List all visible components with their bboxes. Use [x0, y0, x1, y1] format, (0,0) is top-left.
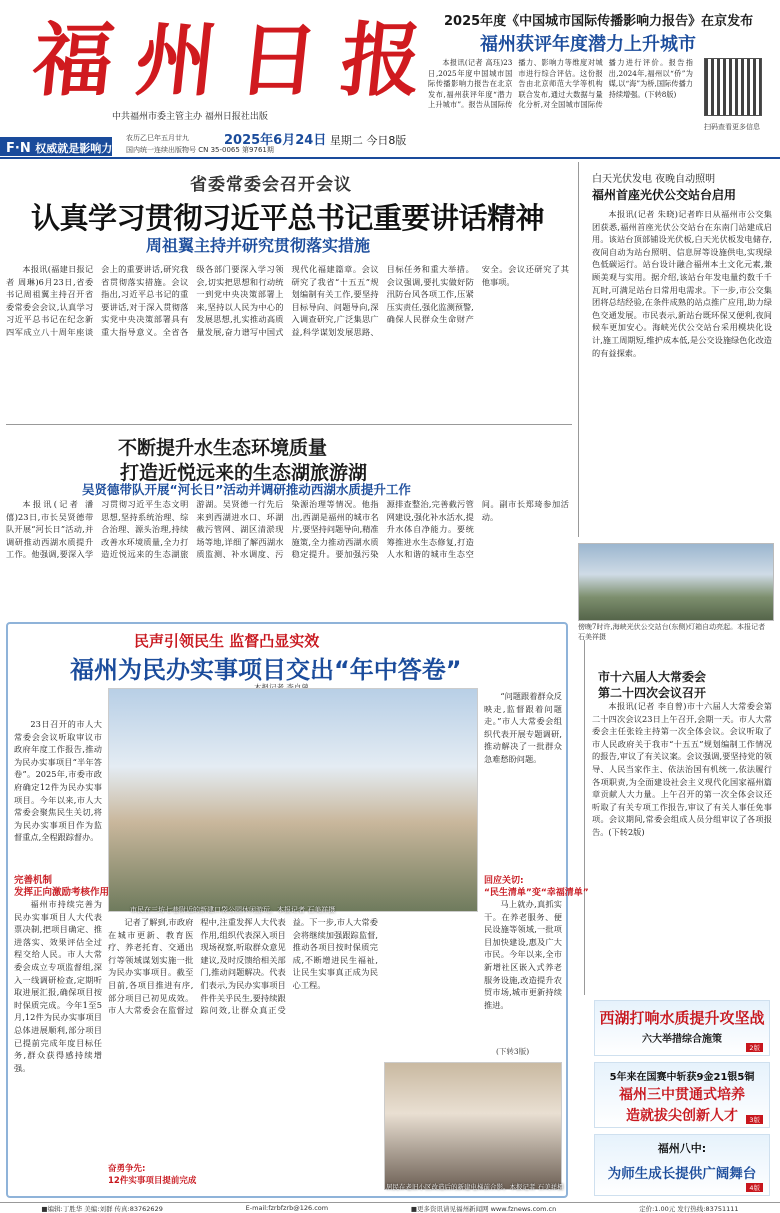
promo-headline: 为师生成长提供广阔舞台	[607, 1166, 757, 1182]
second-subheadline: 吴贤德带队开展“河长日”活动并调研推动西湖水质提升工作	[82, 482, 411, 497]
masthead-logo	[28, 8, 429, 107]
footer-price: 定价:1.00元 发行热线:83751111	[639, 1204, 739, 1213]
feature-mid-heading: 奋勇争先:	[108, 1164, 146, 1174]
footer-website[interactable]: ■更多资讯请见福州新闻网 www.fznews.com.cn	[410, 1204, 557, 1213]
promo-no8-school[interactable]	[594, 1134, 770, 1196]
promo-page-badge: 2版	[746, 1043, 763, 1052]
weekday-text: 星期二 今日8版	[329, 134, 407, 147]
story-divider	[6, 424, 572, 425]
sponsor-line: 中共福州市委主管主办 福州日报社出版	[112, 112, 268, 122]
promo-headline: 福州三中贯通式培养	[619, 1087, 745, 1103]
date-text: 2025年6月24日	[224, 133, 327, 148]
footer-bar	[0, 1202, 780, 1213]
bus-stop-photo-caption: 傍晚7时许,海峡光伏公交站台(东侧)灯箱自动亮起。本报记者 石美祥摄	[578, 623, 766, 641]
bus-stop-photo	[578, 543, 774, 621]
masthead-char: 日	[233, 12, 326, 107]
fn-logo-mark: F·N	[6, 141, 36, 156]
feature-right-heading: 回应关切:	[484, 876, 524, 886]
solar-headline[interactable]: 福州首座光伏公交站台启用	[592, 188, 737, 202]
slogan-text: 权威就是影响力	[35, 142, 113, 155]
lead-subheadline: 周祖翼主持并研究贯彻落实措施	[146, 236, 371, 255]
promo-pretitle: 福州八中:	[657, 1142, 707, 1155]
lead-headline[interactable]: 认真学习贯彻习近平总书记重要讲话精神	[30, 201, 544, 235]
feature-middle-text: 记者了解到,市政府在城市更新、教育医疗、养老托育、交通出行等领域谋划实施一批为民办实事项目。截至目前,各项目推进有序,部分项目已初见成效。市人大常委会在监督过程中,注重发挥人大代表作用,组织代表深入项目现场视察,听取群众意见建议,及时反馈给相关部门,推动问题解决。代表们表示,为民办实事项目件件关乎民生,要持续跟踪问效,让群众真正受益。下一步,市人大常委会将继续加强跟踪监督,推动各项目按时保质完成,不断增进民生福祉,让民生实事真正成为民心工程。	[108, 917, 378, 1016]
feature-right-subheading: “民生清单”变“幸福清单”	[484, 888, 589, 898]
feature-main-photo	[108, 688, 478, 912]
qr-code-icon[interactable]	[704, 58, 762, 116]
slogan-bar	[0, 137, 112, 156]
masthead-char: 报	[336, 12, 429, 107]
second-body-text: 本报讯(记者 潘僖)23日,市长吴贤德带队开展“河长日”活动,并调研推动西湖水质提升工作。他强调,要深入学习贯彻习近平生态文明思想,坚持系统治理、综合治理、源头治理,持续改善水环境质量,全力打造近悦远来的生态湖旅游湖。吴贤德一行先后来到西湖进水口、环湖截污管网、湖区清淤现场等地,详细了解西湖水质监测、补水调度、污染源治理等情况。他指出,西湖是福州的城市名片,要坚持问题导向,精准施策,全力推动西湖水质稳定提升。要加强污染源排查整治,完善截污管网建设,强化补水活水,提升水体自净能力。要统筹推进水生态修复,打造人水和谐的城市生态空间。副市长郑琦参加活动。	[6, 499, 569, 560]
lead-kicker: 省委常委会召开会议	[190, 175, 352, 195]
promo-page-badge: 3版	[746, 1115, 763, 1124]
npc-headline-line2[interactable]: 第二十四次会议召开	[598, 686, 707, 700]
footer-editors: ■编辑:丁胜华 美编:刘群 传真:83762629	[41, 1204, 163, 1213]
feature-col1b-text: 福州市持续完善为民办实事项目人大代表票决制,把项目确定、推进落实、效果评估全过程交给人民。市人大常委会成立专项监督组,深入一线调研检查,定期听取进展汇报,确保项目按时保质完成。今年1至5月,12件为民办实事项目总体进展顺利,部分项目已提前完成年度目标任务,群众获得感持续增强。	[14, 899, 102, 1073]
masthead-rule	[0, 157, 780, 159]
promo-pretitle: 5年来在国赛中斩获9金21银5铜	[609, 1072, 755, 1083]
top-story-title[interactable]: 福州获评年度潜力上升城市	[480, 34, 696, 55]
feature-kicker: 民声引领民生 监督凸显实效	[134, 632, 320, 650]
solar-kicker: 白天光伏发电 夜晚自动照明	[592, 174, 716, 185]
footer-email[interactable]: E-mail:fzrbfzrb@126.com	[245, 1204, 329, 1212]
feature-main-photo-caption: 市民在三坊七巷附近的新建口袋公园休闲游玩。本报记者 石美祥摄	[130, 906, 336, 914]
feature-second-photo-caption: 居民在老旧小区改造后的新建电梯前合影。本报记者 石美祥摄	[386, 1183, 564, 1191]
feature-col1-heading: 完善机制	[14, 875, 53, 886]
promo-page-badge: 4版	[746, 1183, 763, 1192]
masthead-char: 州	[131, 12, 223, 107]
feature-col1-subheading: 发挥正向激励考核作用	[14, 887, 110, 898]
top-story-kicker[interactable]: 2025年度《中国城市国际传播影响力报告》在京发布	[444, 14, 754, 29]
feature-col1-text: 23日召开的市人大常委会会议听取审议市政府年度工作报告,推动为民办实事项目“半年答卷”。2025年,市委市政府确定12件为民办实事项目。今年以来,市人大常委会聚焦民生关切,将为民办实事项目作为监督重点,全程跟踪督办。	[14, 719, 102, 843]
promo-west-lake[interactable]	[594, 1000, 770, 1056]
lunar-date: 农历乙巳年五月廿九	[126, 134, 189, 142]
promo-no3-school[interactable]	[594, 1062, 770, 1128]
second-headline-line2[interactable]: 打造近悦远来的生态湖旅游湖	[120, 462, 368, 484]
promo-subline: 六大举措综合施策	[642, 1034, 722, 1045]
feature-mid-subheading: 12件实事项目提前完成	[108, 1176, 197, 1186]
solar-body-text: 本报讯(记者 朱晓)记者昨日从福州市公交集团获悉,福州首座光伏公交站台在东南门站建成启用。该站台顶部铺设光伏板,白天光伏板发电储存,夜间自动为站台照明、信息屏等设施供电,实现绿色低碳运行。站台设计融合福州本土文化元素,兼顾美观与实用。据介绍,该站台年发电量约数千千瓦时,可满足站台日常用电需求。下一步,市公交集团将总结经验,在条件成熟的站点推广应用,助力绿色交通发展。市民表示,新站台既环保又便利,夜间候车更加安心。海峡光伏公交站台采用模块化设计,施工周期短,维护成本低,是公交设施绿色化改造的有益探索。	[592, 209, 772, 358]
promo-headline: 西湖打响水质提升攻坚战	[599, 1009, 765, 1027]
feature-second-photo	[384, 1062, 562, 1190]
second-headline-line1[interactable]: 不断提升水生态环境质量	[118, 437, 328, 459]
feature-right-text: “问题跟着群众反映走,监督跟着问题走。”市人大常委会组织代表开展专题调研,推动解决了一批群众急难愁盼问题。	[484, 691, 562, 764]
npc-headline-line1[interactable]: 市十六届人大常委会	[598, 670, 707, 684]
feature-right-text-b: 马上就办,真抓实干。在养老服务、便民设施等领域,一批项目加快建设,惠及广大市民。今年以来,全市新增社区嵌入式养老服务设施,改造提升农贸市场,城市更新持续推进。	[484, 899, 562, 1010]
qr-caption: 扫码查看更多信息	[704, 123, 760, 131]
lead-body-text: 本报讯(福建日报记者 周琳)6月23日,省委书记周祖翼主持召开省委常委会会议,认真学习习近平总书记在纪念新四军成立八十周年座谈会上的重要讲话,研究我省贯彻落实措施。会议指出,习近平总书记的重要讲话,对于深入贯彻落实党中央决策部署具有重大指导意义。全省各级各部门要深入学习领会,切实把思想和行动统一到党中央决策部署上来,坚持以人民为中心的发展思想,扎实推动高质量发展,奋力谱写中国式现代化福建篇章。会议研究了我省“十五五”规划编制有关工作,要坚持目标导向、问题导向,深入调查研究,广泛集思广益,科学谋划发展思路、目标任务和重大举措。会议强调,要扎实做好防汛防台风各项工作,压紧压实责任,强化监测预警,确保人民群众生命财产安全。会议还研究了其他事项。	[6, 264, 569, 337]
cn-number: 国内统一连续出版物号 CN 35-0065 第9761期	[126, 146, 274, 154]
column-divider	[584, 640, 585, 995]
npc-body-text: 本报讯(记者 李自曾)市十六届人大常委会第二十四次会议23日上午召开,会期一天。市人大常委会主任张铨主持第一次全体会议。会议听取了市人民政府关于我市“十五五”规划编制工作情况的报告,审议了有关议案。会议强调,要坚持党的领导、人民当家作主、依法治国有机统一,依法履行各项职责,为全面建设社会主义现代化国家福州篇章贡献人大力量。上午召开的第一次全体会议还听取了有关专项工作报告,审议了有关人事任免事项。会议期间,常委会组成人员分组审议了各项报告。(下转2版)	[592, 701, 772, 837]
feature-continued: (下转3版)	[496, 1047, 530, 1056]
top-story-body: 本报讯(记者 高珏)23日,2025年度中国城市国际传播影响力报告在北京发布,福州获评年度“潜力上升城市”。报告从国际传播力、影响力等维度对城市进行综合评估。这份报告由北京师范大学等机构联合发布,通过大数据与量化分析,对全国城市国际传播力进行评价。报告指出,2024年,福州以“侨”为媒,以“海”为桥,国际传播力持续增强。(下转8版)	[428, 58, 693, 109]
promo-headline-2: 造就拔尖创新人才	[626, 1108, 738, 1124]
column-divider	[578, 162, 579, 537]
masthead-char: 福	[28, 12, 121, 107]
feature-headline[interactable]: 福州为民办实事项目交出“年中答卷”	[70, 656, 462, 684]
